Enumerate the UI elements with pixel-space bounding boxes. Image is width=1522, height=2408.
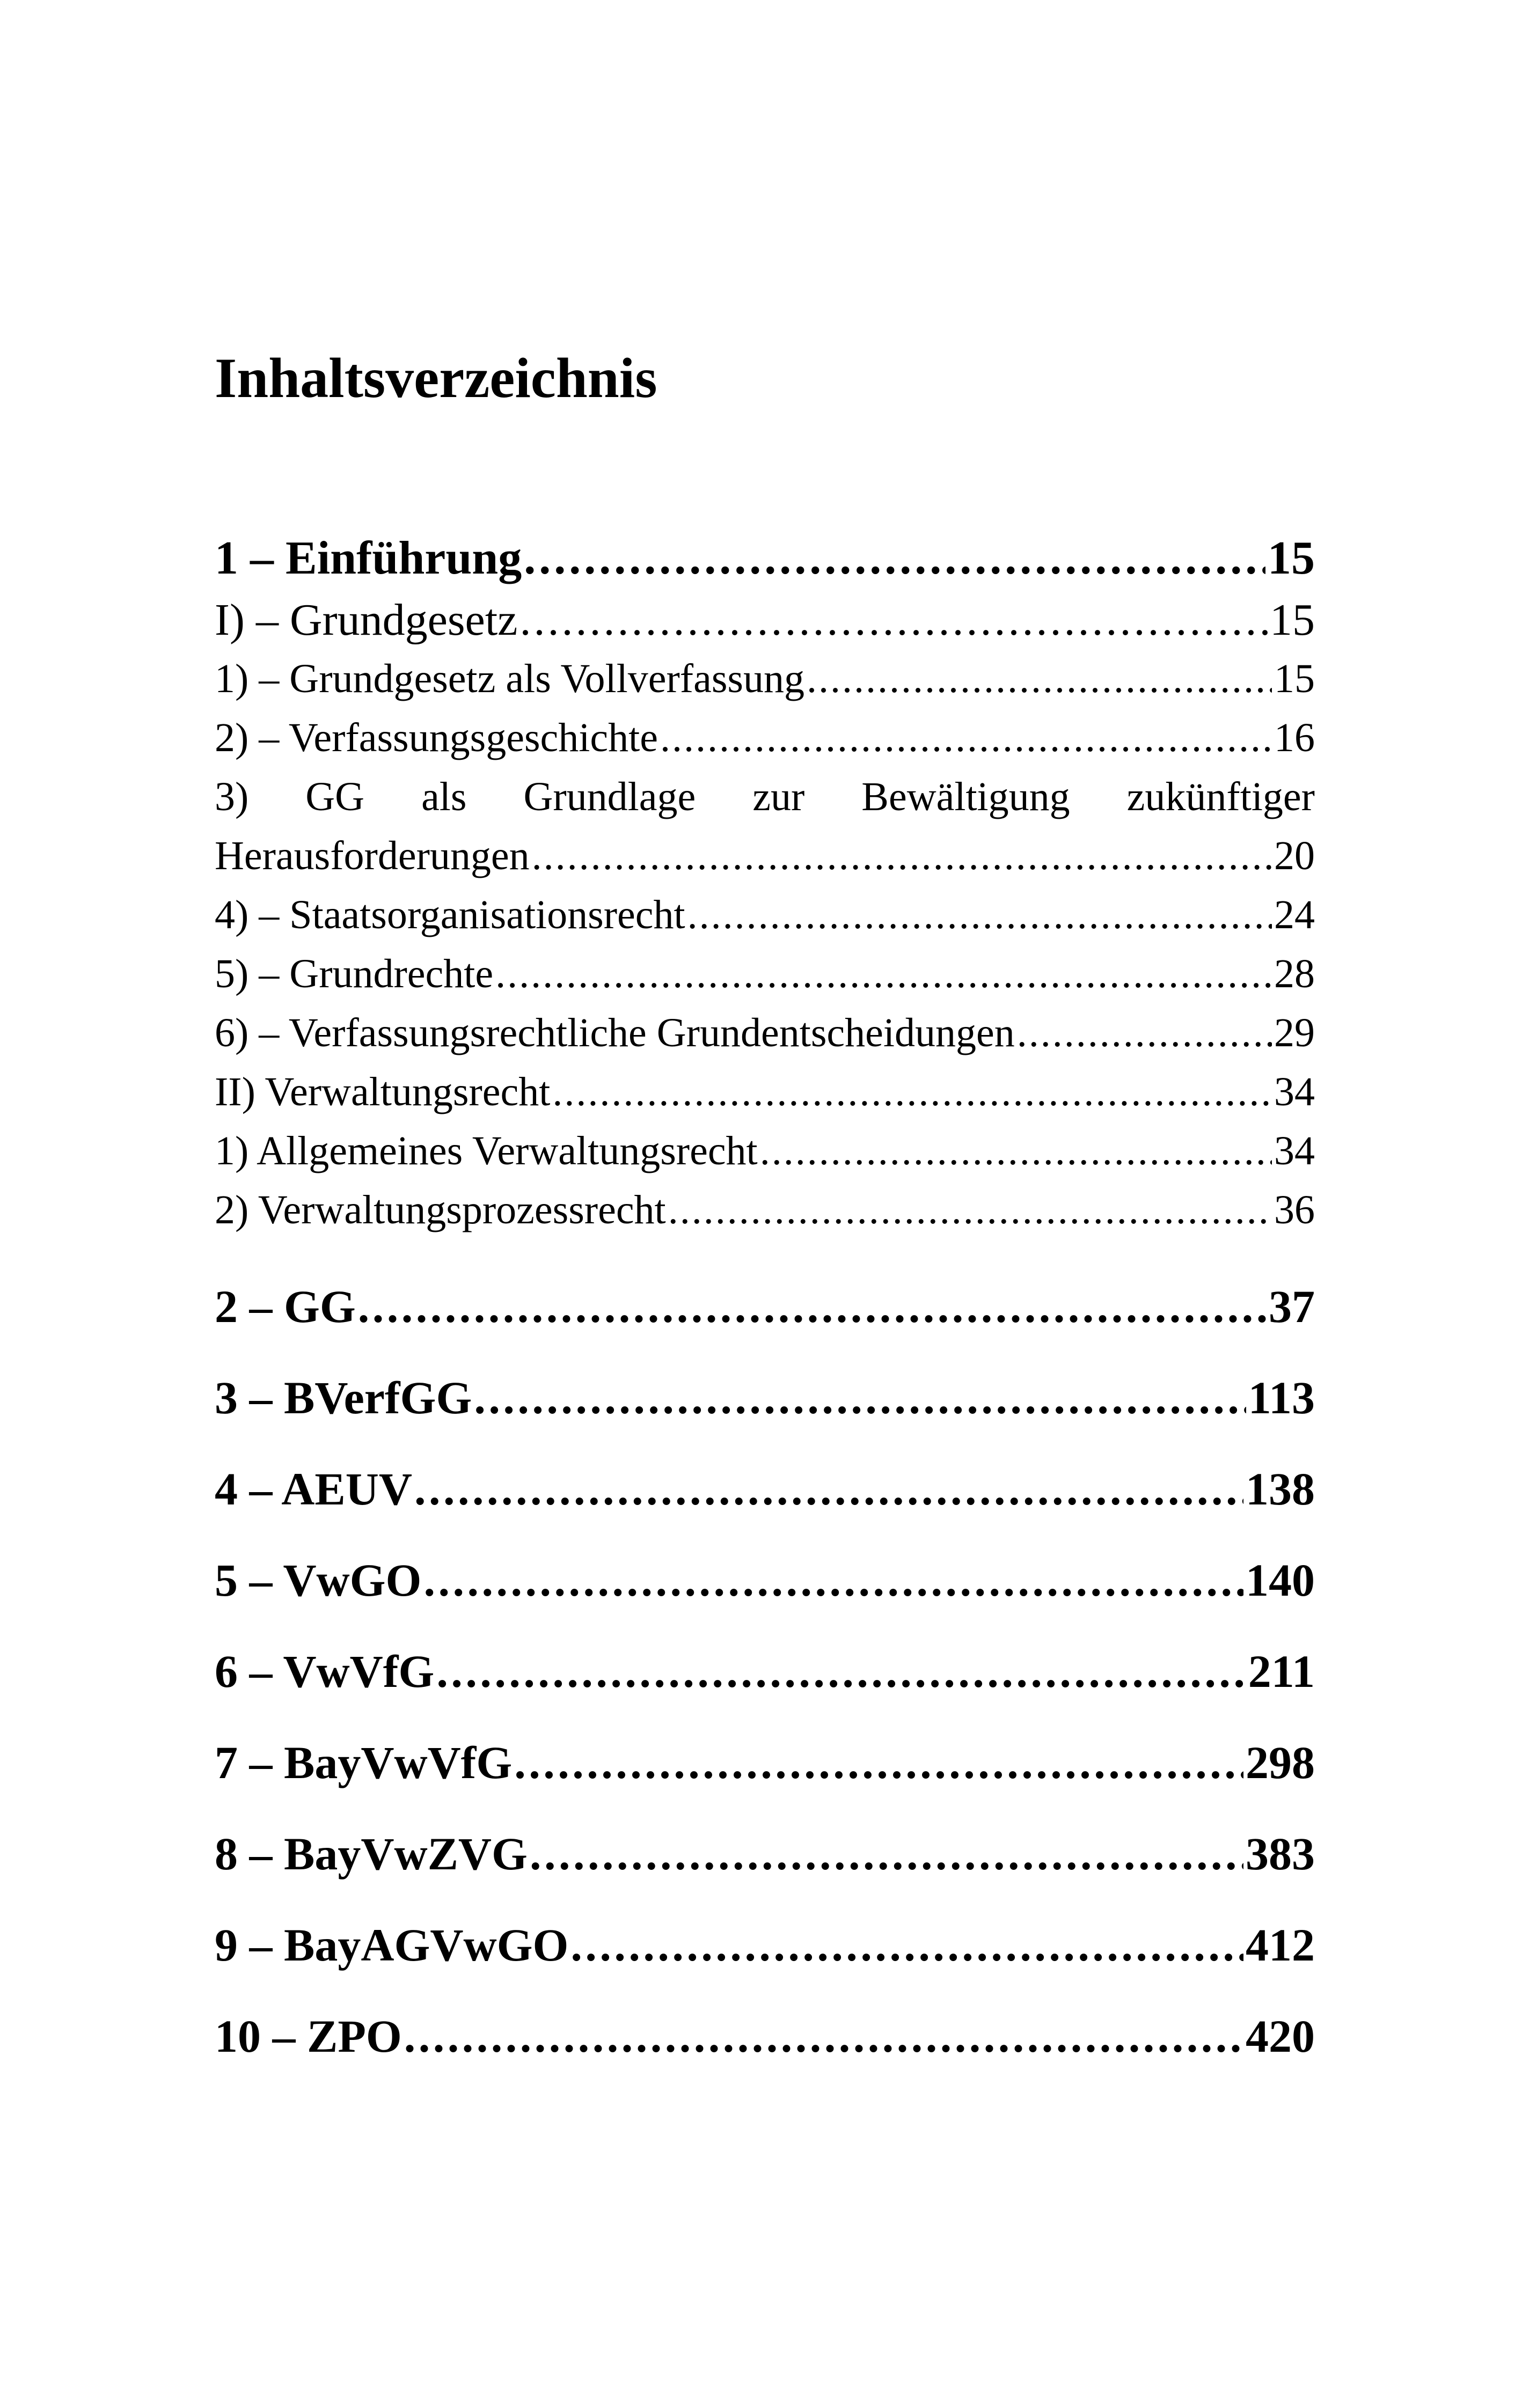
- toc-entry-page: 20: [1274, 833, 1315, 878]
- toc-entry-page: 34: [1274, 1128, 1315, 1173]
- toc-entry-chapter-5[interactable]: [215, 1535, 1315, 1626]
- dot-leader: [532, 826, 1272, 885]
- toc-entry-chapter-3[interactable]: [215, 1352, 1315, 1443]
- toc-entry-label-line-1: [215, 767, 1315, 826]
- toc-entry-subsection-2-2[interactable]: [215, 1180, 1315, 1239]
- toc-entry-page: 298: [1246, 1737, 1315, 1788]
- toc-word: als: [421, 774, 467, 819]
- dot-leader: [414, 1443, 1243, 1535]
- dot-leader: [358, 1261, 1267, 1352]
- toc-entry-page: 420: [1246, 2010, 1315, 2062]
- toc-entry-label: 1 – Einführung: [215, 532, 522, 584]
- toc-entry-label: II) Verwaltungsrecht: [215, 1069, 551, 1114]
- toc-entry-label-line-2: [215, 826, 1315, 885]
- toc-entry-label: 10 – ZPO: [215, 2010, 402, 2062]
- toc-entry-label: 6) – Verfassungsrechtliche Grundentscheidungen: [215, 1010, 1015, 1055]
- toc-entry-subsection-2-1[interactable]: [215, 1121, 1315, 1180]
- dot-leader: [1017, 1003, 1272, 1062]
- dot-leader: [524, 526, 1265, 591]
- toc-entry-page: 211: [1248, 1646, 1315, 1697]
- toc-entry-page: 36: [1274, 1187, 1315, 1232]
- toc-entry-chapter-1[interactable]: [215, 526, 1315, 591]
- toc-entry-page: 34: [1274, 1069, 1315, 1114]
- dot-leader: [668, 1180, 1272, 1239]
- toc-entry-page: 29: [1274, 1010, 1315, 1055]
- table-of-contents: [215, 526, 1315, 2082]
- toc-entry-label: 8 – BayVwZVG: [215, 1828, 528, 1880]
- toc-entry-label: 2) – Verfassungsgeschichte: [215, 715, 658, 760]
- toc-entry-label: 4) – Staatsorganisationsrecht: [215, 892, 685, 937]
- toc-entry-page: 140: [1246, 1554, 1315, 1606]
- toc-entry-subsection-1-5[interactable]: [215, 944, 1315, 1003]
- dot-leader: [552, 1062, 1272, 1121]
- toc-entry-label: 9 – BayAGVwGO: [215, 1919, 569, 1971]
- dot-leader: [760, 1121, 1272, 1180]
- toc-entry-page: 28: [1274, 951, 1315, 996]
- toc-entry-page: 24: [1274, 892, 1315, 937]
- dot-leader: [807, 649, 1272, 708]
- toc-entry-label: 1) Allgemeines Verwaltungsrecht: [215, 1128, 758, 1173]
- toc-entry-page: 15: [1270, 595, 1315, 645]
- toc-word: zur: [752, 774, 805, 819]
- toc-word: Bewältigung: [861, 774, 1070, 819]
- toc-entry-page: 15: [1268, 532, 1315, 584]
- toc-word: GG: [305, 774, 365, 819]
- toc-entry-label: Herausforderungen: [215, 833, 530, 878]
- toc-entry-section-1[interactable]: [215, 591, 1315, 649]
- dot-leader: [495, 944, 1272, 1003]
- toc-word: Grundlage: [523, 774, 696, 819]
- toc-entry-section-2[interactable]: [215, 1062, 1315, 1121]
- dot-leader: [660, 708, 1272, 767]
- toc-entry-page: 113: [1248, 1372, 1315, 1423]
- dot-leader: [519, 591, 1268, 649]
- toc-entry-label: 2) Verwaltungsprozessrecht: [215, 1187, 666, 1232]
- toc-entry-label: 5 – VwGO: [215, 1554, 422, 1606]
- toc-entry-label: 2 – GG: [215, 1281, 356, 1332]
- toc-entry-page: 138: [1246, 1463, 1315, 1515]
- toc-entry-page: 15: [1274, 656, 1315, 701]
- toc-entry-label: 1) – Grundgesetz als Vollverfassung: [215, 656, 804, 701]
- toc-entry-label: I) – Grundgesetz: [215, 595, 518, 645]
- dot-leader: [423, 1535, 1243, 1626]
- toc-entry-label: 5) – Grundrechte: [215, 951, 494, 996]
- toc-entry-subsection-1-6[interactable]: [215, 1003, 1315, 1062]
- toc-entry-subsection-1-3[interactable]: [215, 767, 1315, 885]
- toc-word: 3): [215, 774, 249, 819]
- toc-entry-subsection-1-2[interactable]: [215, 708, 1315, 767]
- toc-entry-subsection-1-4[interactable]: [215, 885, 1315, 944]
- toc-entry-chapter-8[interactable]: [215, 1808, 1315, 1899]
- document-page: [215, 0, 1315, 2408]
- toc-entry-chapter-4[interactable]: [215, 1443, 1315, 1535]
- toc-entry-chapter-2[interactable]: [215, 1261, 1315, 1352]
- toc-entry-label: 7 – BayVwVfG: [215, 1737, 513, 1788]
- toc-entry-label: 4 – AEUV: [215, 1463, 412, 1515]
- toc-entry-page: 16: [1274, 715, 1315, 760]
- dot-leader: [687, 885, 1272, 944]
- dot-leader: [570, 1899, 1243, 1991]
- spacer: [215, 1239, 1315, 1261]
- page-title: Inhaltsverzeichnis: [215, 347, 657, 409]
- toc-entry-chapter-7[interactable]: [215, 1717, 1315, 1808]
- toc-entry-chapter-6[interactable]: [215, 1626, 1315, 1717]
- toc-word: zukünftiger: [1126, 774, 1315, 819]
- dot-leader: [436, 1626, 1246, 1717]
- toc-entry-label: 6 – VwVfG: [215, 1646, 435, 1697]
- toc-entry-chapter-10[interactable]: [215, 1991, 1315, 2082]
- dot-leader: [530, 1808, 1243, 1899]
- toc-entry-page: 37: [1269, 1281, 1315, 1332]
- dot-leader: [404, 1991, 1243, 2082]
- toc-entry-chapter-9[interactable]: [215, 1899, 1315, 1991]
- toc-entry-page: 412: [1246, 1919, 1315, 1971]
- dot-leader: [514, 1717, 1243, 1808]
- toc-entry-page: 383: [1246, 1828, 1315, 1880]
- toc-entry-label: 3 – BVerfGG: [215, 1372, 472, 1423]
- toc-entry-subsection-1-1[interactable]: [215, 649, 1315, 708]
- dot-leader: [474, 1352, 1246, 1443]
